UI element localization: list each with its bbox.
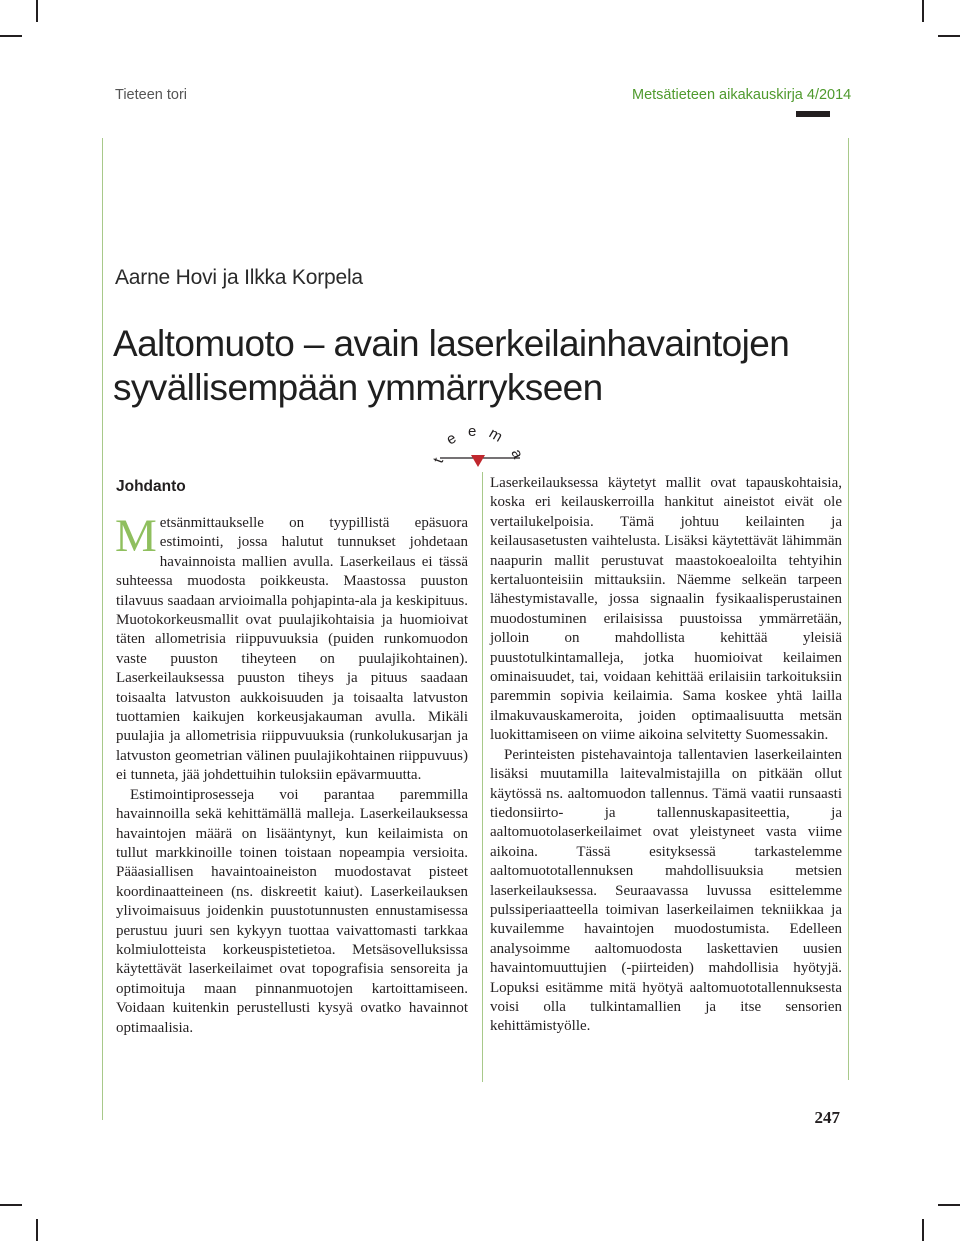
crop-mark	[0, 35, 22, 37]
right-column	[490, 474, 842, 1037]
teema-letter: a	[507, 446, 527, 462]
left-column	[116, 474, 468, 1038]
crop-mark	[922, 1219, 924, 1241]
column-divider-rule	[482, 472, 483, 1082]
right-margin-rule	[848, 138, 849, 1080]
left-margin-rule	[102, 138, 103, 1120]
body-paragraph	[115, 510, 468, 786]
body-paragraph: Laserkeilauksessa käytetyt mallit ovat tapauskohtaisia, koska eri keilauskerroilla hankitut aineistot eivät ole vertailukelpoisia. Tämä johtuu keilainten ja keilausasetusten vaihtelusta. Lisäksi käytettävät lähimmän naapurin mallit perustuvat maastokoealoilta tehtyihin kertaluonteisiin mittauksiin. Näemme selkeän tarpeen lähestymistavalle, jossa signaalin fysikaalisperustainen muodostuminen erilaisissa puustoissa ymmärretään, jolloin on mahdollista kehittää yleisiä puustotulkintamalleja, jotka huomioivat keilaimen ominaisuudet, tai, voidaan kehittää erilaisiin tarkoituksiin paremmin sopivia keilaimia. Sama koskee yhtä lailla ilmakuvauskameroita, joiden optimaalisuutta metsän luokittamiseen on viime aikoina selvitetty Suomessakin.	[490, 475, 842, 744]
teema-mark	[430, 418, 530, 470]
crop-mark	[36, 0, 38, 22]
article-authors: Aarne Hovi ja Ilkka Korpela	[115, 266, 363, 289]
article-title	[113, 322, 873, 410]
teema-letter: t	[430, 455, 448, 466]
body-paragraph: Estimointiprosesseja voi parantaa paremmilla havainnoilla sekä kehittämällä malleja. Laserkeilauksessa havaintojen määrä on lisääntynyt, kun keilaimista on tullut markkinoille toinen toistaan nopeampia versioita. Pääasiallisen havaintoaineiston muodostavat pisteet koordinaatteineen (ns. diskreetit kaiut). Laserkeilauksen ylivoimaisuus joidenkin puustotunnusten ennustamisessa perustuu juuri sen kykyyn tuottaa vaivattomasti tarkkaa kolmiulotteista korkeuspistetietoa. Metsäsovelluksissa käytettävät laserkeilaimet ovat topografisia sensoreita ja optimoituja maan pinnanmuotojen kartoittamiseen. Voidaan kuitenkin perustellusti kysyä ovatko havainnot optimaalisia.	[116, 786, 468, 1036]
drop-cap: M	[115, 510, 157, 562]
teema-marker-triangle	[471, 455, 485, 467]
teema-letter: e	[443, 429, 460, 449]
running-header-journal: Metsätieteen aikakauskirja 4/2014	[632, 87, 852, 103]
section-heading: Johdanto	[116, 478, 186, 495]
crop-mark	[938, 35, 960, 37]
header-bar-decoration	[796, 111, 830, 117]
crop-mark	[0, 1204, 22, 1206]
teema-letter: m	[486, 424, 506, 446]
article-title-line-1: Aaltomuoto – avain laserkeilainhavaintojen	[113, 323, 790, 364]
teema-letter: e	[468, 423, 477, 440]
crop-mark	[938, 1204, 960, 1206]
page-number: 247	[814, 1108, 840, 1127]
crop-mark	[36, 1219, 38, 1241]
article-title-line-2: syvällisempään ymmärrykseen	[113, 367, 603, 408]
body-paragraph-text: etsänmittaukselle on tyypillistä epäsuora estimointi, jossa halutut tunnukset johdetaan havainnoista mallien avulla. Laserkeilaus ei tässä suhteessa muodosta poikkeusta. Maastossa puuston tilavuus saadaan arvioimalla pohjapinta-ala ja keskipituus. Muotokorkeusmallit ovat puulajikohtaisia ja huomioivat täten allometrisia riippuvuuksia (puiden runkomuodon vaste puuston tiheyteen on puulajikohtainen). Laserkeilauksessa puuston tiheys ja pituus saadaan toisaalta latvuston aukkoisuuden ja toisaalta latvuston tuottamien kaikujen korkeusjakauman avulla. Mikäli puulajia ja allometrisia riippuvuuksia (runkolukusarjan ja latvuston geometrian välinen puulajikohtainen riippuvuus) ei tunneta, jää johdettuihin tuloksiin epävarmuutta.	[116, 515, 468, 784]
body-paragraph: Perinteisten pistehavaintoja tallentavien laserkeilainten lisäksi muutamilla laitevalmistajilla on pitkään ollut käytössä ns. aaltomuodon tallennus. Tämä vaatii runsaasti tiedonsiirto- ja tallennuskapasiteettia, ja aaltomuotolaserkeilaimet ovat yleistyneet vasta viime aikoina. Tässä esityksessä tarkastelemme aaltomuototallennuksen mahdollisuuksia metsien laserkeilauksessa. Seuraavassa luvussa esittelemme pulssiperiaatteella toimivan laserkeilaimen tekniikkaa ja kuvailemme havaintojen muodostumista. Edelleen analysoimme aaltomuodosta laskettavien uusien havaintomuuttujien (-piirteiden) mahdollisia hyötyjä. Lopuksi esitämme mitä hyötyä aaltomuototallennuksesta voisi olla tulkintamallien ja itse sensorien kehittämistyölle.	[490, 746, 842, 1035]
crop-mark	[922, 0, 924, 22]
running-header-section: Tieteen tori	[115, 87, 187, 103]
